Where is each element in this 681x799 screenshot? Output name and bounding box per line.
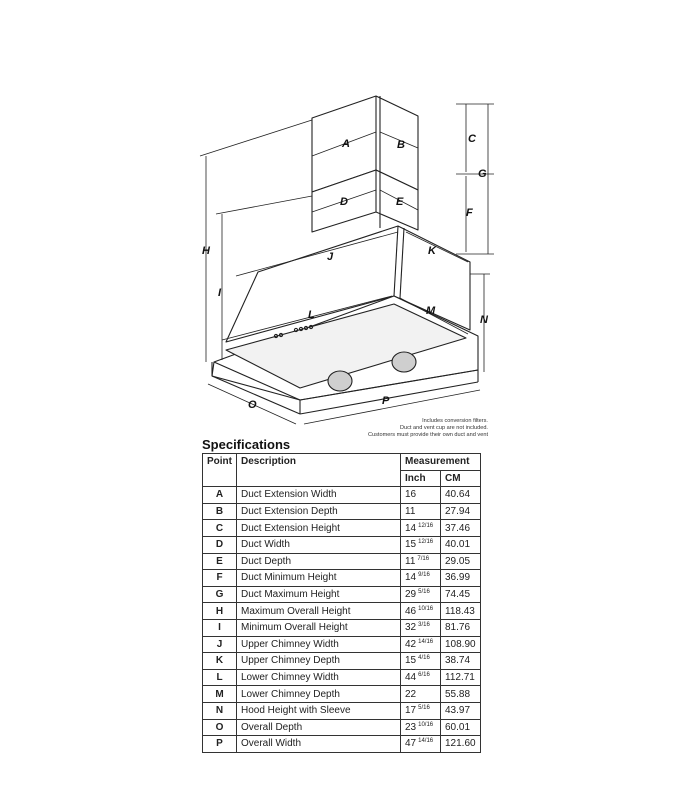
inch-fraction: 3/16 — [418, 622, 430, 629]
cm-cell: 43.97 — [441, 702, 481, 719]
inch-whole: 15 — [405, 539, 417, 551]
inch-cell — [401, 636, 441, 653]
inch-whole: 44 — [405, 672, 417, 684]
table-row — [203, 636, 481, 653]
point-cell: N — [203, 702, 237, 719]
table-row — [203, 520, 481, 537]
label-p: P — [382, 395, 390, 407]
inch-cell — [401, 619, 441, 636]
description-cell: Lower Chimney Depth — [237, 686, 401, 703]
point-cell: O — [203, 719, 237, 736]
label-i: I — [218, 287, 222, 299]
cm-cell: 40.64 — [441, 487, 481, 504]
description-cell: Maximum Overall Height — [237, 603, 401, 620]
inch-fraction: 5/16 — [418, 705, 430, 712]
label-g: G — [478, 168, 487, 180]
cm-cell: 118.43 — [441, 603, 481, 620]
cm-cell: 37.46 — [441, 520, 481, 537]
label-k: K — [428, 245, 436, 257]
point-cell: K — [203, 653, 237, 670]
note-line: Includes conversion filters. — [422, 418, 488, 424]
inch-fraction: 10/16 — [418, 605, 434, 612]
header-cm: CM — [441, 470, 481, 487]
cm-cell: 36.99 — [441, 570, 481, 587]
table-row — [203, 570, 481, 587]
cm-cell: 29.05 — [441, 553, 481, 570]
label-h: H — [202, 245, 210, 257]
description-cell: Overall Depth — [237, 719, 401, 736]
table-row — [203, 702, 481, 719]
description-cell: Overall Width — [237, 736, 401, 753]
inch-cell — [401, 487, 441, 504]
inch-fraction: 10/16 — [418, 721, 434, 728]
diagram-notes — [368, 418, 488, 439]
inch-cell — [401, 653, 441, 670]
description-cell: Upper Chimney Depth — [237, 653, 401, 670]
cm-cell: 40.01 — [441, 536, 481, 553]
inch-whole: 42 — [405, 638, 417, 650]
inch-whole: 15 — [405, 655, 417, 667]
point-cell: J — [203, 636, 237, 653]
cm-cell: 60.01 — [441, 719, 481, 736]
inch-whole: 23 — [405, 721, 417, 733]
table-header-row — [203, 454, 481, 471]
inch-whole: 14 — [405, 572, 417, 584]
inch-whole: 17 — [405, 705, 417, 717]
point-cell: L — [203, 669, 237, 686]
inch-cell — [401, 536, 441, 553]
point-cell: D — [203, 536, 237, 553]
inch-cell — [401, 570, 441, 587]
header-point: Point — [203, 454, 237, 487]
cm-cell: 121.60 — [441, 736, 481, 753]
description-cell: Upper Chimney Width — [237, 636, 401, 653]
cm-cell: 38.74 — [441, 653, 481, 670]
description-cell: Lower Chimney Width — [237, 669, 401, 686]
inch-fraction: 9/16 — [418, 572, 430, 579]
description-cell: Duct Extension Height — [237, 520, 401, 537]
point-cell: I — [203, 619, 237, 636]
inch-cell — [401, 702, 441, 719]
point-cell: G — [203, 586, 237, 603]
header-inch: Inch — [401, 470, 441, 487]
inch-cell — [401, 669, 441, 686]
inch-whole: 14 — [405, 522, 417, 534]
note-line: Customers must provide their own duct and vent — [367, 432, 488, 438]
inch-fraction: 14/16 — [418, 738, 434, 745]
inch-whole: 11 — [405, 555, 416, 567]
table-row — [203, 553, 481, 570]
inch-fraction: 14/16 — [418, 638, 434, 645]
table-row — [203, 503, 481, 520]
inch-cell — [401, 736, 441, 753]
description-cell: Duct Extension Depth — [237, 503, 401, 520]
point-cell: P — [203, 736, 237, 753]
cm-cell: 112.71 — [441, 669, 481, 686]
inch-whole: 16 — [405, 489, 417, 501]
label-m: M — [426, 305, 436, 317]
table-row — [203, 686, 481, 703]
header-measurement: Measurement — [401, 454, 481, 471]
spec-table — [202, 453, 481, 753]
cm-cell: 81.76 — [441, 619, 481, 636]
inch-whole: 29 — [405, 589, 417, 601]
inch-cell — [401, 503, 441, 520]
point-cell: M — [203, 686, 237, 703]
label-o: O — [248, 399, 257, 411]
label-n: N — [480, 314, 488, 326]
label-c: C — [468, 133, 476, 145]
inch-whole: 32 — [405, 622, 417, 634]
label-b: B — [397, 139, 405, 151]
table-row — [203, 669, 481, 686]
point-cell: C — [203, 520, 237, 537]
description-cell: Duct Maximum Height — [237, 586, 401, 603]
inch-fraction: 12/16 — [418, 522, 434, 529]
label-d: D — [340, 196, 348, 208]
description-cell: Hood Height with Sleeve — [237, 702, 401, 719]
inch-whole: 46 — [405, 605, 417, 617]
note-line: Duct and vent cup are not included. — [399, 425, 488, 431]
table-row — [203, 719, 481, 736]
table-row — [203, 736, 481, 753]
description-cell: Minimum Overall Height — [237, 619, 401, 636]
table-row — [203, 603, 481, 620]
point-cell: F — [203, 570, 237, 587]
inch-whole: 11 — [405, 506, 416, 518]
inch-cell — [401, 719, 441, 736]
inch-fraction: 4/16 — [418, 655, 430, 662]
description-cell: Duct Depth — [237, 553, 401, 570]
table-row — [203, 653, 481, 670]
inch-cell — [401, 603, 441, 620]
label-e: E — [396, 196, 404, 208]
description-cell: Duct Extension Width — [237, 487, 401, 504]
table-row — [203, 586, 481, 603]
inch-cell — [401, 520, 441, 537]
label-a: A — [342, 138, 350, 150]
description-cell: Duct Minimum Height — [237, 570, 401, 587]
inch-fraction: 12/16 — [418, 539, 434, 546]
inch-fraction: 6/16 — [418, 672, 430, 679]
table-row — [203, 536, 481, 553]
inch-whole: 22 — [405, 688, 417, 700]
inch-fraction: 7/16 — [417, 555, 430, 562]
description-cell: Duct Width — [237, 536, 401, 553]
point-cell: B — [203, 503, 237, 520]
point-cell: H — [203, 603, 237, 620]
inch-cell — [401, 686, 441, 703]
point-cell: A — [203, 487, 237, 504]
cm-cell: 27.94 — [441, 503, 481, 520]
inch-cell — [401, 586, 441, 603]
table-row — [203, 487, 481, 504]
cm-cell: 55.88 — [441, 686, 481, 703]
inch-whole: 47 — [405, 738, 417, 750]
cm-cell: 74.45 — [441, 586, 481, 603]
label-j: J — [327, 251, 334, 263]
label-l: L — [308, 309, 315, 321]
spec-title: Specifications — [202, 437, 291, 452]
label-f: F — [466, 207, 473, 219]
table-row — [203, 619, 481, 636]
header-description: Description — [237, 454, 401, 487]
inch-cell — [401, 553, 441, 570]
cm-cell: 108.90 — [441, 636, 481, 653]
point-cell: E — [203, 553, 237, 570]
inch-fraction: 5/16 — [418, 589, 430, 596]
